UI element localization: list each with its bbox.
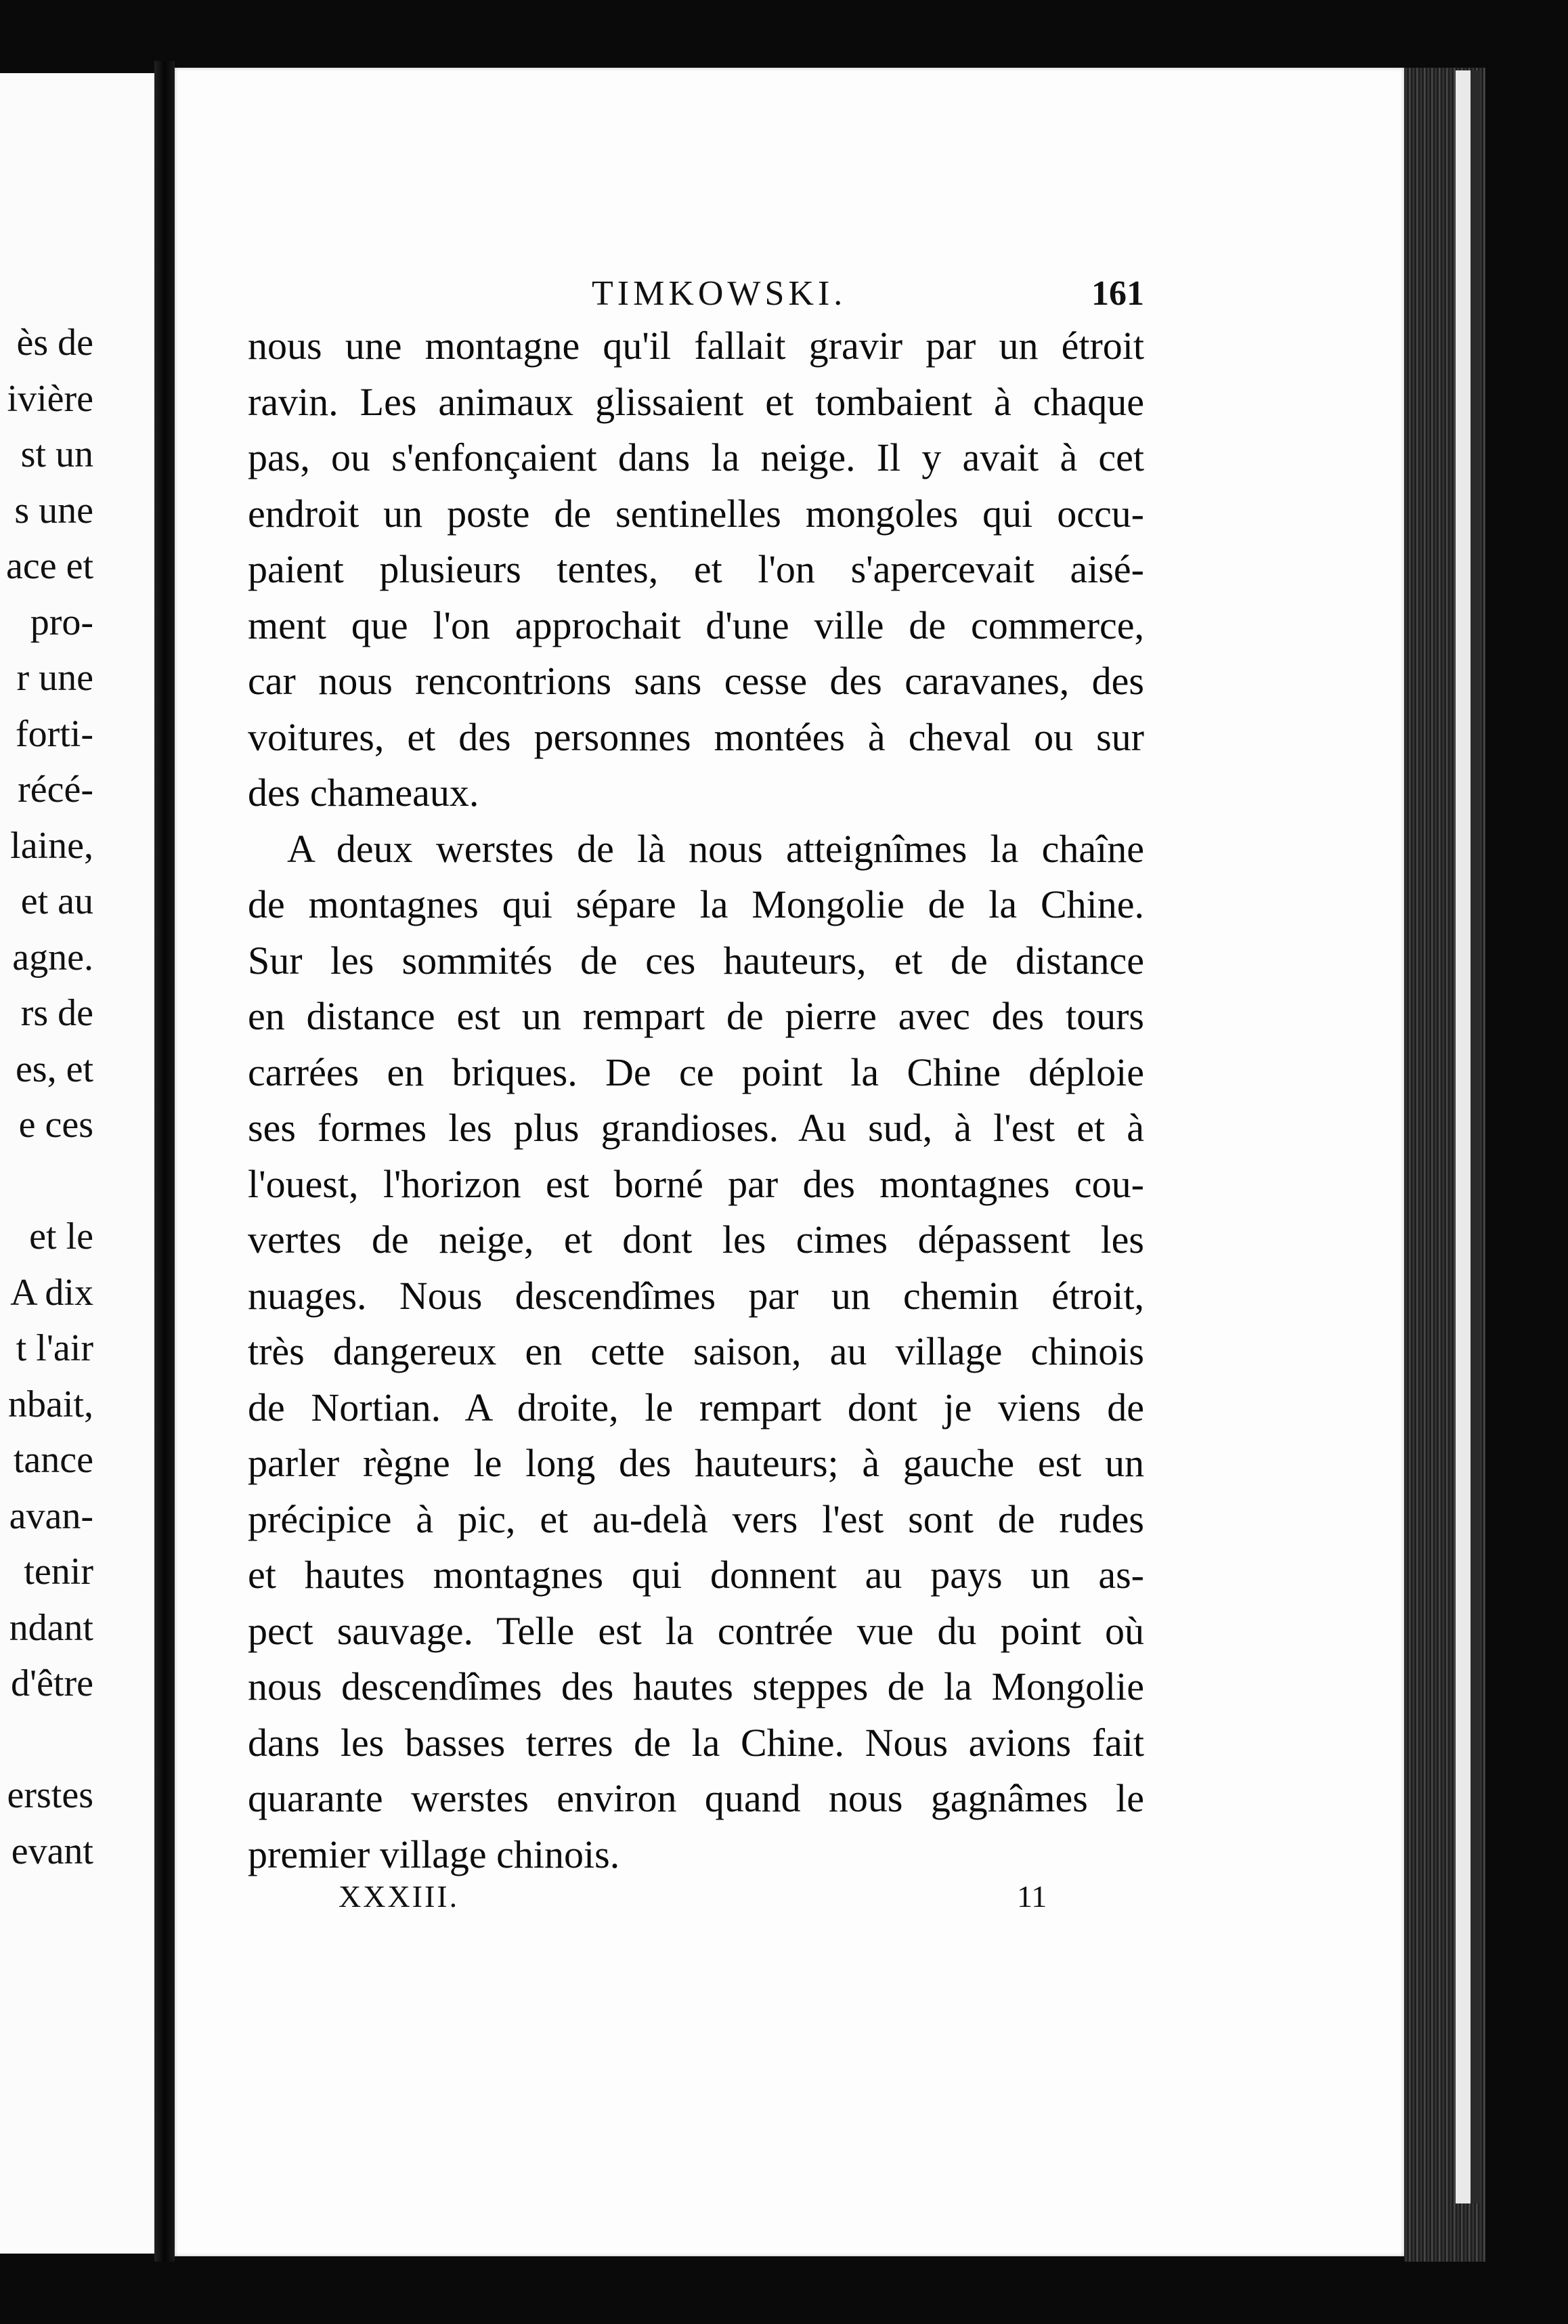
text-line: très dangereux en cette saison, au village chinois — [248, 1329, 1144, 1373]
text-line: voitures, et des personnes montées à cheval ou sur — [248, 714, 1144, 759]
left-page-fragment: st un — [20, 433, 93, 475]
text-line: l'ouest, l'horizon est borné par des montagnes cou- — [248, 1161, 1144, 1206]
left-page-fragment: erstes — [7, 1774, 93, 1816]
text-line: car nous rencontrions sans cesse des caravanes, des — [248, 659, 1144, 703]
text-line: pas, ou s'enfonçaient dans la neige. Il y avait à cet — [248, 435, 1144, 479]
text-line: premier village chinois. — [248, 1832, 620, 1876]
text-line: A deux werstes de là nous atteignîmes la chaîne — [287, 826, 1144, 871]
facing-page-left — [0, 73, 157, 2254]
text-line: ravin. Les animaux glissaient et tombaient à chaque — [248, 379, 1144, 424]
left-page-fragment: ivière — [7, 377, 93, 420]
left-page-fragment: s une — [14, 489, 93, 532]
left-page-fragment: récé- — [18, 769, 93, 811]
text-line: de Nortian. A droite, le rempart dont je viens de — [248, 1385, 1144, 1429]
left-page-fragment: evant — [11, 1830, 93, 1872]
left-page-fragment: forti- — [15, 712, 93, 755]
text-line: endroit un poste de sentinelles mongoles qui occu- — [248, 491, 1144, 536]
left-page-fragment: t l'air — [16, 1327, 93, 1369]
page-number: 161 — [1091, 274, 1144, 313]
text-line: Sur les sommités de ces hauteurs, et de distance — [248, 938, 1144, 983]
signature-number: 11 — [1017, 1879, 1047, 1914]
text-line: carrées en briques. De ce point la Chine déploie — [248, 1050, 1144, 1094]
left-page-fragment: nbait, — [8, 1383, 93, 1425]
signature-mark: XXXIII. — [339, 1879, 460, 1914]
left-page-fragment: ès de — [16, 322, 93, 364]
left-page-fragment: es, et — [15, 1048, 93, 1090]
text-line: ses formes les plus grandioses. Au sud, à l'est et à — [248, 1106, 1144, 1150]
text-line: dans les basses terres de la Chine. Nous avions fait — [248, 1720, 1144, 1765]
left-page-fragment: laine, — [10, 824, 93, 867]
running-title: TIMKOWSKI. — [592, 274, 847, 313]
left-page-fragment: d'être — [10, 1662, 93, 1704]
text-line: de montagnes qui sépare la Mongolie de la Chine. — [248, 882, 1144, 926]
text-line: et hautes montagnes qui donnent au pays un as- — [248, 1553, 1144, 1597]
left-page-fragment: tenir — [24, 1551, 93, 1593]
left-page-fragment: et le — [29, 1215, 93, 1257]
left-page-fragment: rs de — [20, 992, 93, 1034]
text-line: pect sauvage. Telle est la contrée vue du point où — [248, 1608, 1144, 1653]
left-page-fragment: agne. — [12, 936, 93, 978]
text-line: quarante werstes environ quand nous gagnâmes le — [248, 1776, 1144, 1820]
left-page-fragment: tance — [13, 1439, 93, 1481]
page-edge-light — [1456, 70, 1471, 2203]
left-page-fragment: ndant — [9, 1606, 93, 1649]
book-gutter — [154, 61, 175, 2262]
text-line: précipice à pic, et au-delà vers l'est sont de rudes — [248, 1497, 1144, 1541]
left-page-fragment: r une — [16, 657, 93, 699]
text-line: des chameaux. — [248, 771, 479, 815]
left-page-fragment: pro- — [30, 601, 93, 643]
left-page-fragment: ace et — [6, 545, 93, 587]
left-page-fragment: et au — [20, 880, 93, 922]
text-line: vertes de neige, et dont les cimes dépassent les — [248, 1218, 1144, 1262]
left-page-fragment: A dix — [10, 1271, 93, 1314]
left-page-fragment: avan- — [9, 1494, 93, 1537]
body-text — [248, 318, 1144, 1882]
text-line: paient plusieurs tentes, et l'on s'apercevait aisé- — [248, 547, 1144, 591]
left-page-fragment: e ces — [18, 1104, 93, 1146]
text-line: en distance est un rempart de pierre avec des tours — [248, 994, 1144, 1038]
page-edge-dark — [1471, 70, 1480, 2203]
running-header — [248, 274, 1144, 321]
text-line: parler règne le long des hauteurs; à gauche est un — [248, 1441, 1144, 1485]
text-line: nous descendîmes des hautes steppes de la Mongolie — [248, 1664, 1144, 1708]
text-line: nuages. Nous descendîmes par un chemin étroit, — [248, 1273, 1144, 1318]
text-line: nous une montagne qu'il fallait gravir par un étroit — [248, 324, 1144, 368]
text-line: ment que l'on approchait d'une ville de commerce, — [248, 603, 1144, 647]
